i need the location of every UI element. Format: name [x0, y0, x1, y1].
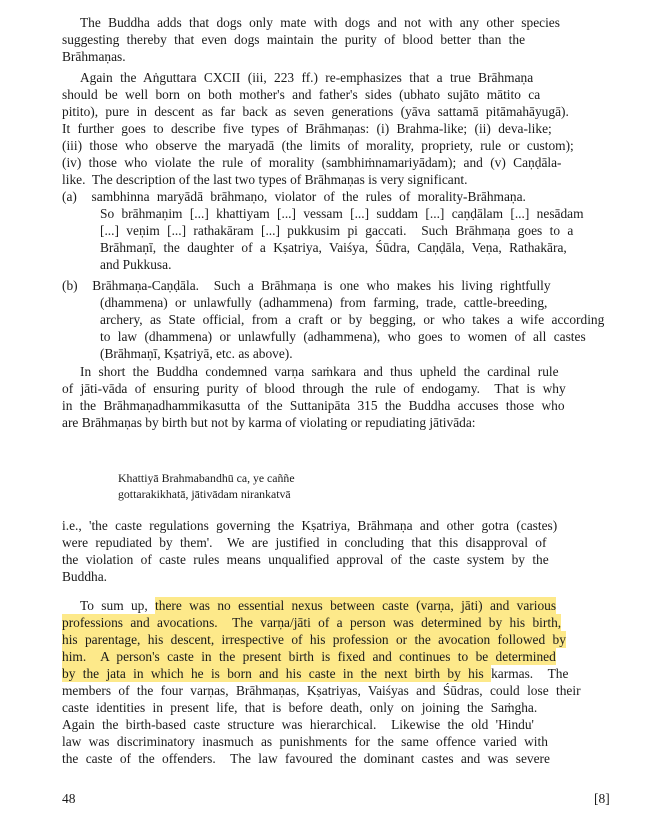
- highlighted-text: by the jata in which he is born and his caste in the next birth by his: [62, 666, 492, 681]
- text-line: [100, 222, 573, 239]
- highlighted-text: him. A person's caste in the present birth is fixed and continues to be determined: [62, 649, 556, 664]
- text-segment: Again the birth-based caste structure was hierarchical. Likewise the old 'Hindu': [62, 717, 534, 732]
- text-line: [100, 256, 171, 273]
- text-segment: (a) sambhinna maryādā brāhmaṇo, violator of the rules of morality-Brāhmaṇa.: [62, 189, 526, 204]
- text-segment: To sum up,: [80, 598, 156, 613]
- text-line: [80, 14, 560, 31]
- text-segment: like. The description of the last two types of Brāhmaṇas is very significant.: [62, 172, 468, 187]
- text-line: [62, 154, 562, 171]
- text-line: [62, 517, 557, 534]
- text-segment: to law (dhammena) or unlawfully (adhammena), who goes to women of all castes: [100, 329, 586, 344]
- text-segment: pitito), pure in descent as far back as seven generations (yāva sattamā pitāmahāyugā).: [62, 104, 569, 119]
- highlighted-text: professions and avocations. The varṇa/jāti of a person was determined by his birth,: [62, 615, 562, 630]
- text-line: [80, 363, 559, 380]
- text-segment: (dhammena) or unlawfully (adhammena) from farming, trade, cattle-breeding,: [100, 295, 548, 310]
- text-segment: Brāhmaṇī, the daughter of a Kṣatriya, Vaiśya, Śūdra, Caṇḍāla, Veṇa, Rathakāra,: [100, 240, 567, 255]
- text-line: [62, 716, 534, 733]
- text-line: [62, 414, 476, 431]
- text-line: [62, 631, 566, 648]
- text-segment: members of the four varṇas, Brāhmaṇas, Kṣatriyas, Vaiśyas and Śūdras, could lose their: [62, 683, 581, 698]
- text-line: [62, 682, 581, 699]
- text-line: [100, 294, 547, 311]
- text-line: [62, 137, 574, 154]
- text-segment: in the Brāhmaṇadhammikasutta of the Suttanipāta 315 the Buddha accuses those who: [62, 398, 565, 413]
- page-number: 48: [62, 791, 76, 806]
- text-line: [62, 534, 546, 551]
- text-segment: (iii) those who observe the maryadā (the limits of morality, propriety, rule or custom);: [62, 138, 574, 153]
- text-segment: Khattiyā Brahmabandhū ca, ye caññe: [118, 471, 295, 485]
- text-segment: the caste of the offenders. The law favoured the dominant castes and was severe: [62, 751, 550, 766]
- text-line: [62, 86, 540, 103]
- chapter-marker: [8]: [594, 791, 610, 806]
- text-line: [62, 665, 568, 682]
- text-segment: caste identities in present life, that is before death, only on joining the Saṁgha.: [62, 700, 538, 715]
- text-line: [62, 171, 467, 188]
- text-segment: (b) Brāhmaṇa-Caṇḍāla. Such a Brāhmaṇa is one who makes his living rightfully: [62, 278, 551, 293]
- text-line: [80, 597, 556, 614]
- text-line: [100, 205, 584, 222]
- text-line: [62, 120, 552, 137]
- text-segment: So brāhmaṇim [...] khattiyam [...] vessam [...] suddam [...] caṇḍālam [...] nesādam: [100, 206, 584, 221]
- text-segment: the violation of caste rules means unqualified approval of the caste system by the: [62, 552, 549, 567]
- text-segment: Buddha.: [62, 569, 108, 584]
- text-line: [100, 328, 586, 345]
- text-line: [100, 345, 293, 362]
- text-segment: (iv) those who violate the rule of morality (sambhiṁnamariyādam); and (v) Caṇḍāla-: [62, 155, 562, 170]
- text-line: [62, 568, 107, 585]
- text-segment: should be well born on both mother's and father's sides (ubhato sujāto mātito ca: [62, 87, 541, 102]
- text-line: [118, 470, 295, 487]
- text-line: [80, 69, 533, 86]
- text-line: [62, 31, 525, 48]
- text-line: [62, 48, 126, 65]
- text-line: [62, 380, 566, 397]
- text-segment: and Pukkusa.: [100, 257, 172, 272]
- text-line: [62, 733, 548, 750]
- text-line: [62, 699, 537, 716]
- text-segment: were repudiated by them'. We are justified in concluding that this disapproval of: [62, 535, 547, 550]
- text-segment: suggesting thereby that even dogs maintain the purity of blood better than the: [62, 32, 526, 47]
- text-segment: Again the Aṅguttara CXCII (iii, 223 ff.) re-emphasizes that a true Brāhmaṇa: [80, 70, 534, 85]
- text-segment: [...] veṇim [...] rathakāram [...] pukkusim pi gaccati. Such Brāhmaṇa goes to a: [100, 223, 574, 238]
- text-line: [62, 614, 561, 631]
- text-line: [62, 397, 565, 414]
- text-line: [62, 551, 549, 568]
- text-segment: (Brāhmaṇī, Kṣatriyā, etc. as above).: [100, 346, 293, 361]
- text-line: [100, 239, 567, 256]
- text-segment: In short the Buddha condemned varṇa saṁkara and thus upheld the cardinal rule: [80, 364, 559, 379]
- text-segment: of jāti-vāda of ensuring purity of blood through the rule of endogamy. That is why: [62, 381, 566, 396]
- text-segment: gottarakikhatā, jātivādam nirankatvā: [118, 487, 291, 501]
- text-segment: law was discriminatory inasmuch as punishments for the same offence varied with: [62, 734, 548, 749]
- text-segment: It further goes to describe five types of Brāhmaṇas: (i) Brahma-like; (ii) deva-like;: [62, 121, 552, 136]
- text-line: [62, 648, 556, 665]
- text-segment: archery, as State official, from a craft or by begging, or who takes a wife according: [100, 312, 605, 327]
- text-line: [118, 486, 291, 503]
- highlighted-text: there was no essential nexus between caste (varṇa, jāti) and various: [155, 598, 557, 613]
- text-line: [62, 103, 569, 120]
- text-segment: karmas. The: [491, 666, 569, 681]
- text-segment: i.e., 'the caste regulations governing the Kṣatriya, Brāhmaṇa and other gotra (castes): [62, 518, 558, 533]
- text-line: [62, 188, 526, 205]
- highlighted-text: his parentage, his descent, irrespective of his profession or the avocation followed by: [62, 632, 566, 647]
- text-segment: Brāhmaṇas.: [62, 49, 126, 64]
- text-line: [62, 750, 550, 767]
- text-segment: The Buddha adds that dogs only mate with dogs and not with any other species: [80, 15, 560, 30]
- text-segment: are Brāhmaṇas by birth but not by karma of violating or repudiating jātivāda:: [62, 415, 476, 430]
- text-line: [62, 277, 551, 294]
- text-line: [100, 311, 604, 328]
